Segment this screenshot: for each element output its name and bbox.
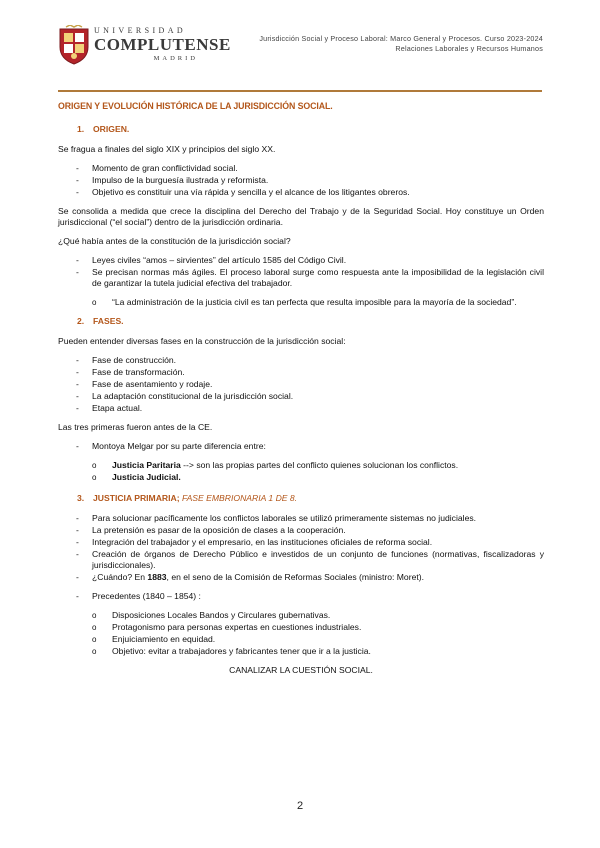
- quote-item: o “La administración de la justicia civil es tan perfecta que resulta imposible para la mayoría de la sociedad”.: [58, 297, 544, 308]
- document-title: ORIGEN Y EVOLUCIÓN HISTÓRICA DE LA JURISDICCIÓN SOCIAL.: [58, 101, 333, 111]
- list-item: - Integración del trabajador y el empresario, en las instituciones oficiales de reforma social.: [58, 537, 544, 548]
- running-header-line-2: Relaciones Laborales y Recursos Humanos: [395, 44, 543, 53]
- sub-list-item: [58, 472, 544, 483]
- sub-list: [58, 460, 544, 483]
- section-number: 3.: [77, 493, 85, 503]
- logo-wordmark: [94, 24, 231, 64]
- dash-list: [58, 163, 544, 198]
- sub-list-item: o Disposiciones Locales Bandos y Circulares gubernativas.: [58, 610, 544, 621]
- list-item: - Para solucionar pacíficamente los conflictos laborales se utilizó primeramente sistemas no judiciales.: [58, 513, 544, 524]
- list-item: - Etapa actual.: [58, 403, 544, 414]
- dash-list: [58, 355, 544, 414]
- sub-list-item: [58, 460, 544, 471]
- bold-term: Justicia Judicial.: [112, 472, 181, 482]
- list-item: - Fase de transformación.: [58, 367, 544, 378]
- document-body: [58, 96, 544, 676]
- sub-list: [58, 610, 544, 657]
- page-header: [58, 22, 543, 70]
- sub-list-item: o Protagonismo para personas expertas en cuestiones industriales.: [58, 622, 544, 633]
- section-title: JUSTICIA PRIMARIA;: [93, 493, 182, 503]
- dash-list: [58, 441, 544, 452]
- section-title: ORIGEN.: [93, 124, 130, 134]
- section-title-italic: FASE EMBRIONARIA 1 DE 8.: [181, 493, 298, 503]
- sub-list-item: o Objetivo: evitar a trabajadores y fabricantes tener que ir a la justicia.: [58, 646, 544, 657]
- when-text: ¿Cuándo? En: [92, 572, 148, 582]
- page-number: 2: [296, 800, 304, 812]
- bold-term: Justicia Paritaria: [112, 460, 181, 470]
- list-item: - Leyes civiles “amos – sirvientes” del artículo 1585 del Código Civil.: [58, 255, 544, 266]
- list-item: - Montoya Melgar por su parte diferencia entre:: [58, 441, 544, 452]
- list-item: - Fase de construcción.: [58, 355, 544, 366]
- list-item: - La adaptación constitucional de la jurisdicción social.: [58, 391, 544, 402]
- list-item: - Impulso de la burguesía ilustrada y reformista.: [58, 175, 544, 186]
- crest-icon: [58, 25, 90, 65]
- list-item: - Objetivo es constituir una vía rápida y sencilla y el alcance de los litigantes obreros.: [58, 187, 544, 198]
- paragraph: Se consolida a medida que crece la disciplina del Derecho del Trabajo y de la Seguridad Social. Hoy constituye un Orden jurisdiccional (“el social”) dentro de la jurisdicción ordinaria.: [58, 206, 544, 227]
- section-heading-justicia-primaria: [77, 493, 544, 504]
- list-item: - Fase de asentamiento y rodaje.: [58, 379, 544, 390]
- sub-list-item: o Enjuiciamiento en equidad.: [58, 634, 544, 645]
- list-item: - Momento de gran conflictividad social.: [58, 163, 544, 174]
- university-logo: [58, 24, 231, 68]
- list-item: - Precedentes (1840 – 1854) :: [58, 591, 544, 602]
- dash-list: [58, 513, 544, 583]
- paragraph: Pueden entender diversas fases en la construcción de la jurisdicción social:: [58, 336, 346, 346]
- section-heading-fases: [77, 316, 544, 327]
- list-item: - Creación de órganos de Derecho Público e investidos de un conjunto de funciones (normativas, fiscalizadoras y jurisdiccionales).: [58, 549, 544, 571]
- dash-list: [58, 591, 544, 602]
- running-header: [259, 34, 543, 54]
- header-rule: [58, 90, 542, 92]
- paragraph: ¿Qué había antes de la constitución de la jurisdicción social?: [58, 236, 291, 246]
- section-number: 1.: [77, 124, 85, 134]
- list-item: - Se precisan normas más ágiles. El proceso laboral surge como respuesta ante la imposibilidad de la legislación civil de garantizar la tutela judicial efectiva del trabajador.: [58, 267, 544, 289]
- section-number: 2.: [77, 316, 85, 326]
- term-description: --> son las propias partes del conflicto quienes solucionan los conflictos.: [180, 460, 459, 470]
- paragraph: Se fragua a finales del siglo XIX y principios del siglo XX.: [58, 144, 276, 154]
- list-item: - La pretensión es pasar de la oposición de clases a la cooperación.: [58, 525, 544, 536]
- logo-line-1: UNIVERSIDAD: [94, 26, 187, 35]
- paragraph: Las tres primeras fueron antes de la CE.: [58, 422, 213, 432]
- section-heading-origen: [77, 124, 544, 135]
- logo-line-3: MADRID: [153, 55, 198, 62]
- section-title: FASES.: [93, 316, 124, 326]
- running-header-line-1: Jurisdicción Social y Proceso Laboral: Marco General y Procesos. Curso 2023-2024: [259, 34, 543, 43]
- closing-statement: CANALIZAR LA CUESTIÓN SOCIAL.: [229, 665, 373, 675]
- when-text-rest: , en el seno de la Comisión de Reformas Sociales (ministro: Moret).: [166, 572, 424, 582]
- list-item: [58, 572, 544, 583]
- year-bold: 1883: [147, 572, 167, 582]
- logo-line-2: COMPLUTENSE: [94, 35, 231, 54]
- dash-list: [58, 255, 544, 289]
- sub-list: [58, 297, 544, 308]
